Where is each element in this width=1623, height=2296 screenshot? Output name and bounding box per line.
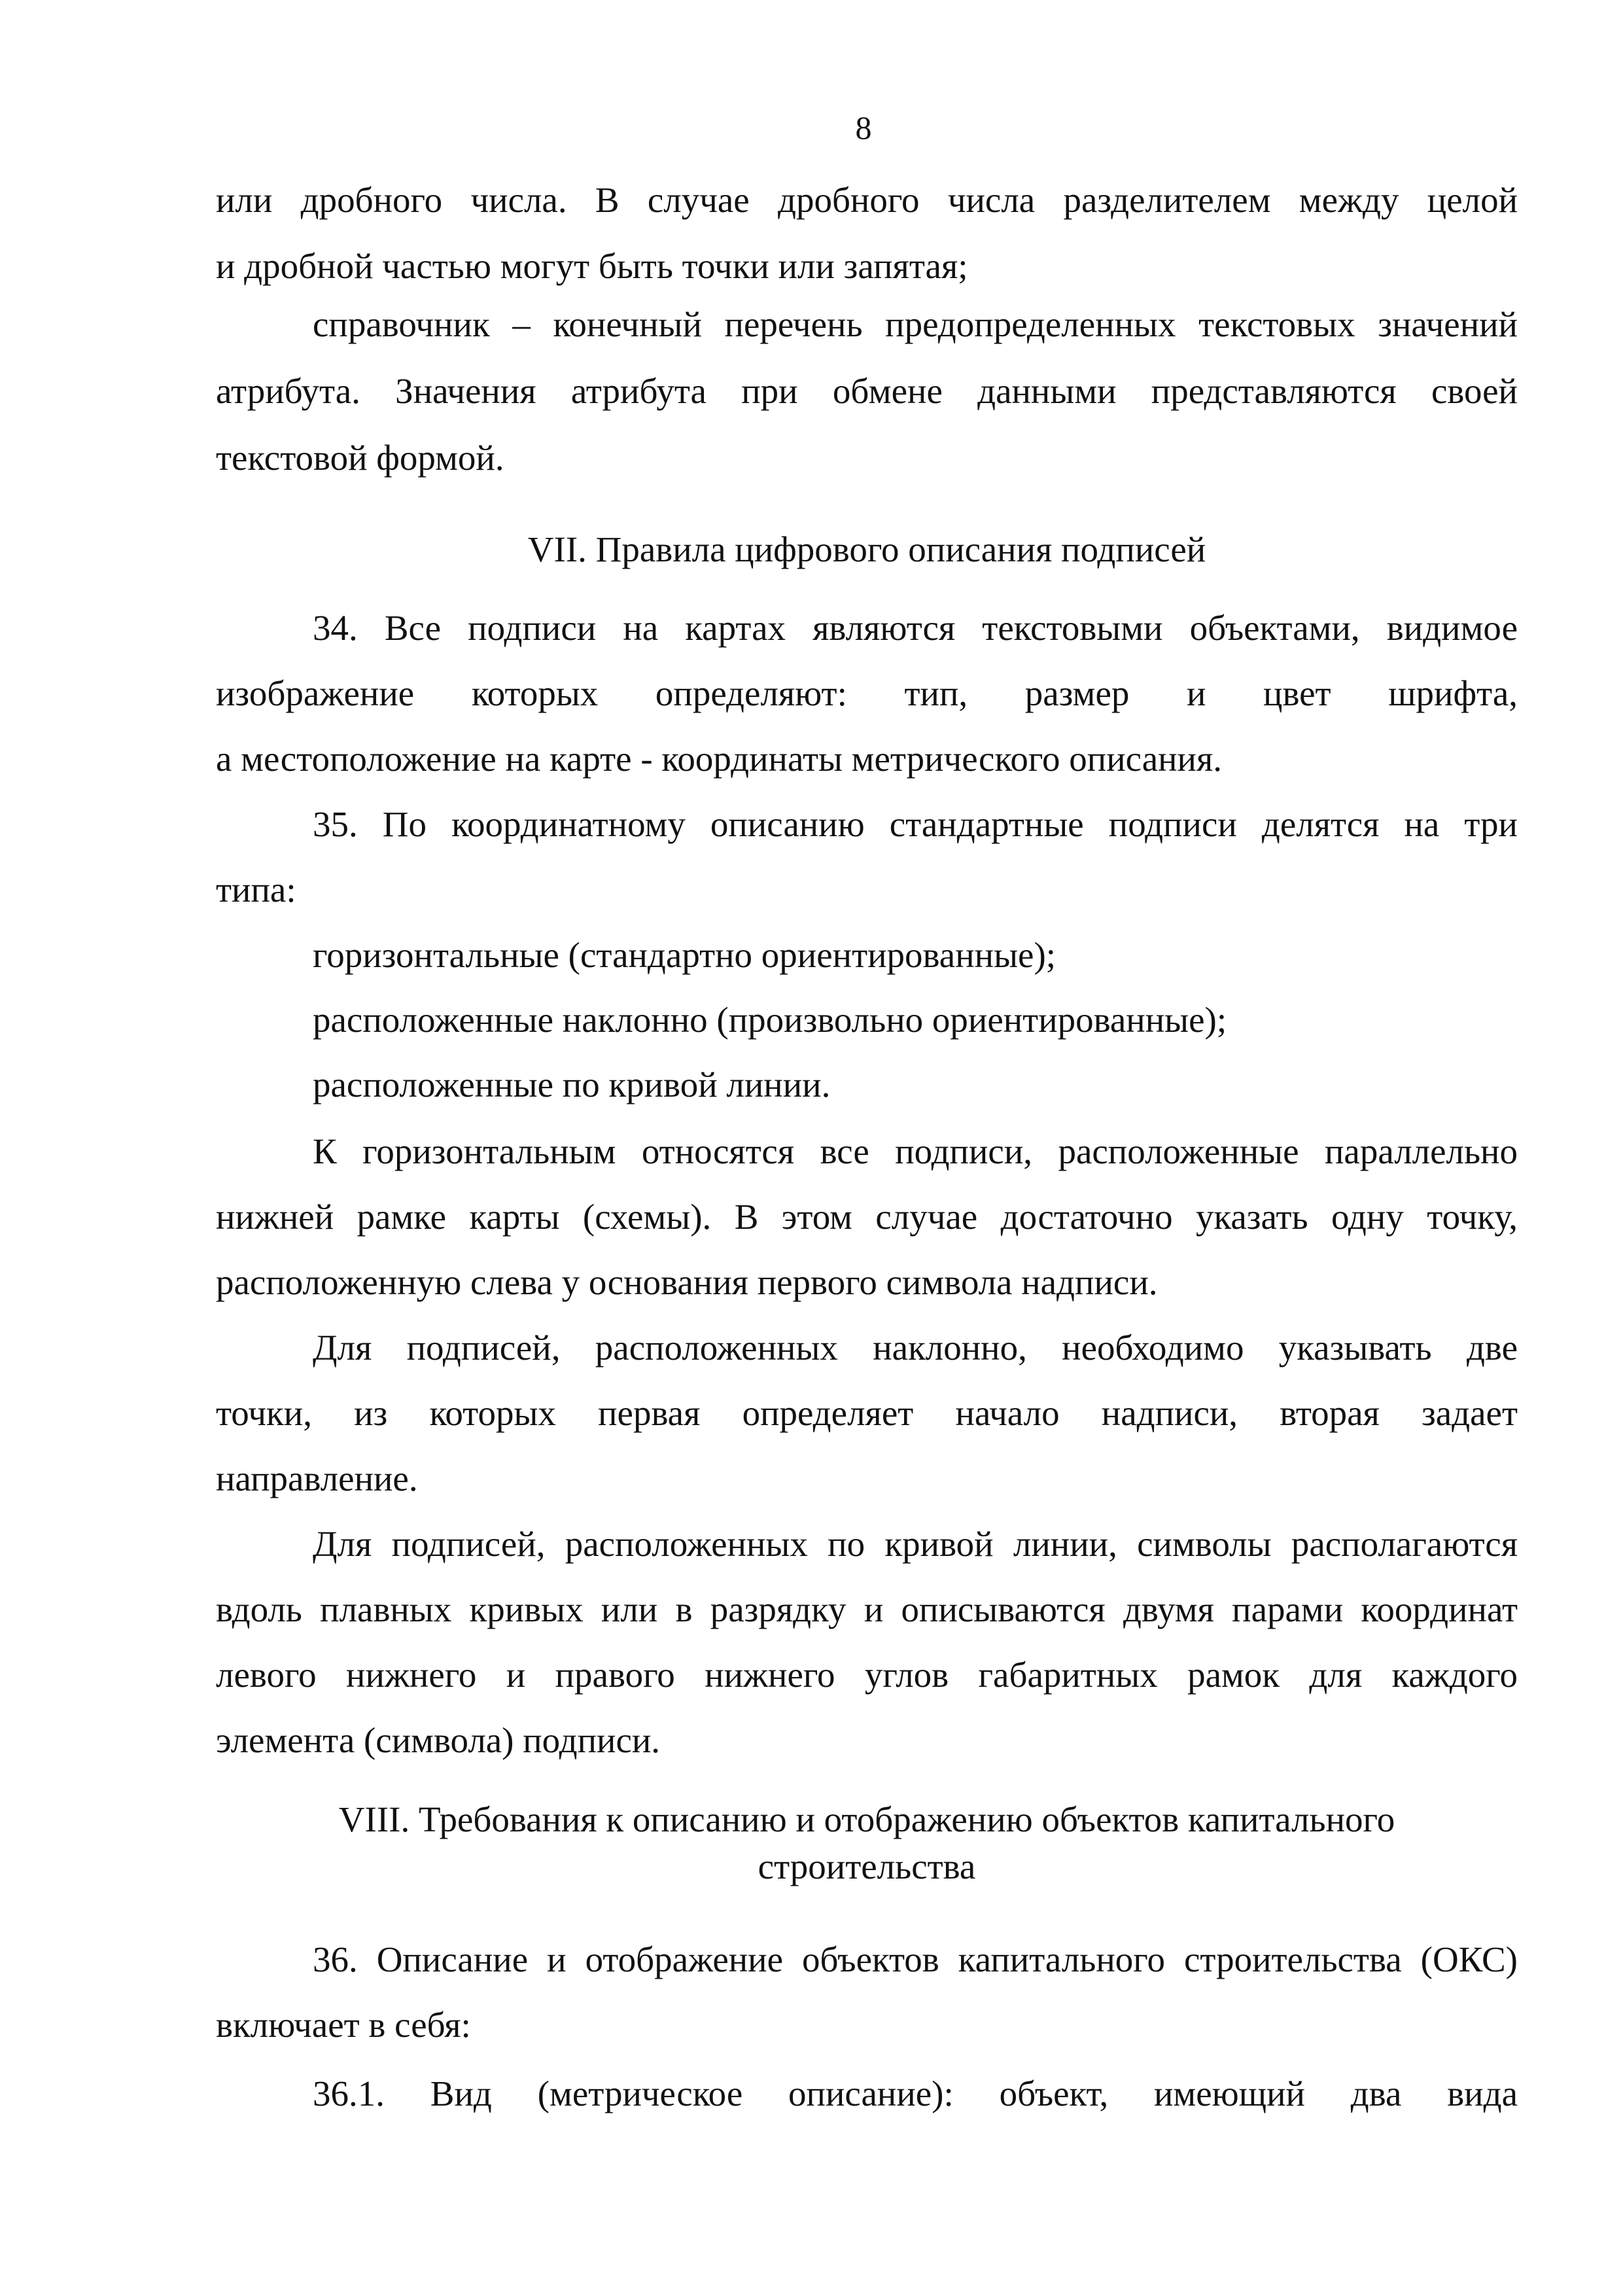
paragraph-35 bbox=[216, 792, 1518, 923]
paragraph-line: нижней рамке карты (схемы). В этом случае достаточно указать одну точку, bbox=[216, 1197, 1518, 1237]
paragraph-line: изображение которых определяют: тип, размер и цвет шрифта, bbox=[216, 673, 1518, 713]
heading-line: строительства bbox=[758, 1846, 976, 1886]
paragraph-line: вдоль плавных кривых или в разрядку и описываются двумя парами координат bbox=[216, 1589, 1518, 1629]
paragraph-spravochnik bbox=[216, 291, 1518, 491]
page-number: 8 bbox=[855, 109, 872, 146]
list-label-types bbox=[216, 923, 1518, 1117]
paragraph-line: и дробной частью могут быть точки или запятая; bbox=[216, 246, 968, 286]
paragraph-36 bbox=[216, 1927, 1518, 2058]
paragraph-line: включает в себя: bbox=[216, 2005, 471, 2045]
paragraph-line: типа: bbox=[216, 870, 296, 910]
paragraph-curve bbox=[216, 1511, 1518, 1773]
paragraph-line: элемента (символа) подписи. bbox=[216, 1720, 661, 1760]
heading-line: VIII. Требования к описанию и отображению объектов капитального bbox=[338, 1799, 1395, 1839]
list-item: горизонтальные (стандартно ориентированные); bbox=[313, 935, 1056, 975]
paragraph-line: 36. Описание и отображение объектов капитального строительства (ОКС) bbox=[313, 1939, 1518, 1979]
paragraph-inclined bbox=[216, 1315, 1518, 1511]
paragraph-line: справочник – конечный перечень предопределенных текстовых значений bbox=[313, 304, 1518, 344]
paragraph-line: Для подписей, расположенных по кривой линии, символы располагаются bbox=[313, 1524, 1518, 1564]
section-heading-viii bbox=[216, 1796, 1518, 1890]
paragraph-line: расположенную слева у основания первого символа надписи. bbox=[216, 1262, 1158, 1302]
paragraph-horizontal bbox=[216, 1119, 1518, 1315]
paragraph-34 bbox=[216, 595, 1518, 792]
paragraph-line: текстовой формой. bbox=[216, 438, 504, 478]
paragraph-line: или дробного числа. В случае дробного числа разделителем между целой bbox=[216, 180, 1518, 220]
paragraph-continuation bbox=[216, 167, 1518, 299]
paragraph-line: 36.1. Вид (метрическое описание): объект, имеющий два вида bbox=[313, 2074, 1518, 2113]
list-item: расположенные наклонно (произвольно ориентированные); bbox=[313, 1000, 1227, 1040]
paragraph-line: левого нижнего и правого нижнего углов габаритных рамок для каждого bbox=[216, 1655, 1518, 1695]
paragraph-line: направление. bbox=[216, 1458, 418, 1498]
paragraph-line: Для подписей, расположенных наклонно, необходимо указывать две bbox=[313, 1328, 1518, 1368]
paragraph-line: атрибута. Значения атрибута при обмене данными представляются своей bbox=[216, 371, 1518, 411]
paragraph-line: а местоположение на карте - координаты метрического описания. bbox=[216, 739, 1223, 779]
section-heading-vii: VII. Правила цифрового описания подписей bbox=[527, 529, 1206, 569]
paragraph-line: 35. По координатному описанию стандартные подписи делятся на три bbox=[313, 804, 1518, 844]
list-item: расположенные по кривой линии. bbox=[313, 1065, 831, 1104]
paragraph-line: К горизонтальным относятся все подписи, расположенные параллельно bbox=[313, 1131, 1518, 1171]
paragraph-line: точки, из которых первая определяет начало надписи, вторая задает bbox=[216, 1393, 1518, 1433]
paragraph-36-1 bbox=[216, 2061, 1518, 2127]
paragraph-line: 34. Все подписи на картах являются текстовыми объектами, видимое bbox=[313, 608, 1518, 648]
